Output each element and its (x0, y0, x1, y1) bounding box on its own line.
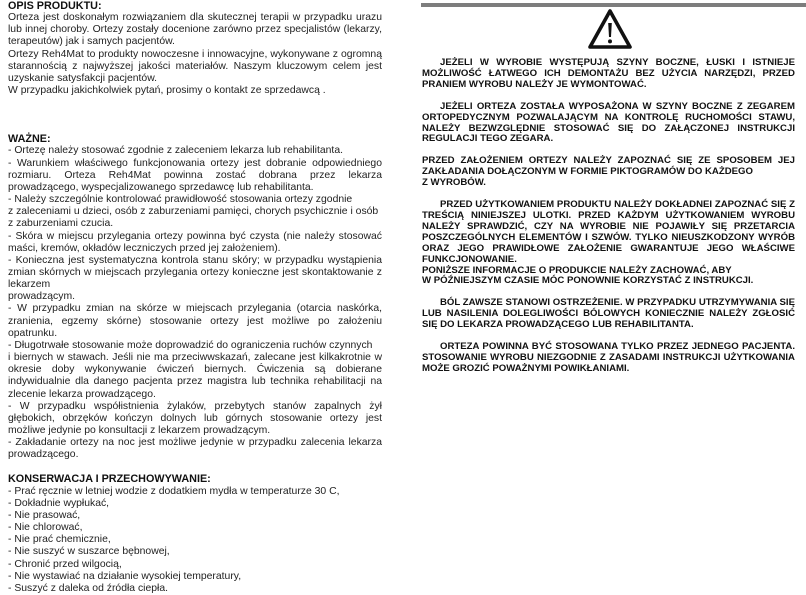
important-item: - Ortezę należy stosować zgodnie z zaleceniem lekarza lub rehabilitanta. (8, 145, 343, 157)
important-item: z zaleceniami u dzieci, osób z zaburzeniami pamięci, chorych psychicznie i osób (8, 206, 379, 218)
care-item: - Nie chlorować, (8, 522, 83, 534)
warning-triangle-icon (587, 8, 633, 50)
important-item: prowadzącym. (8, 291, 75, 303)
warning-paragraph: JEŻELI W WYROBIE WYSTĘPUJĄ SZYNY BOCZNE, ŁUSKI I ISTNIEJE MOŻLIWOŚĆ ŁATWEGO ICH DEMONTAŻU BEZ UŻYCIA NARZĘDZI, PRZED PRANIEM WYROBU NALEŻY JE WYMONTOWAĆ. (422, 57, 795, 90)
warning-paragraph: Z WYROBÓW. (422, 177, 486, 189)
care-item: - Nie wystawiać na działanie wysokiej temperatury, (8, 570, 242, 582)
left-column (8, 0, 382, 595)
warning-paragraph: ORTEZA POWINNA BYĆ STOSOWANA TYLKO PRZEZ JEDNEGO PACJENTA. STOSOWANIE WYROBU NIEZGODNIE Z ZASADAMI INSTRUKCJI UŻYTKOWANIA MOŻE GROZIĆ POWAŻNYMI POWIKŁANIAMI. (422, 341, 795, 374)
important-item: - Skóra w miejscu przylegania ortezy powinna być czysta (nie należy stosować maści, kremów, okładów leczniczych przed jej założeniem). (8, 230, 382, 254)
care-section (8, 473, 382, 595)
care-item: - Prać ręcznie w letniej wodzie z dodatkiem mydła w temperaturze 30 C, (8, 485, 340, 497)
top-divider-bar (421, 3, 806, 7)
care-heading: KONSERWACJA I PRZECHOWYWANIE: (8, 473, 211, 486)
important-item: z zaburzeniami czucia. (8, 218, 114, 230)
important-item: - W przypadku współistnienia żylaków, przebytych stanów zapalnych żył głębokich, obrzęków kończyn dolnych lub górnych stosowanie ortezy jest możliwe jedynie po konsultacji z lekarzem prowadzącym. (8, 400, 382, 436)
product-description-paragraph: Ortezy Reh4Mat to produkty nowoczesne i innowacyjne, wykonywane z ogromną starannością z najwyższej jakości materiałów. Naszym kluczowym celem jest uzyskanie satysfakcji pacjentów. (8, 48, 382, 84)
product-description-heading: OPIS PRODUKTU: (8, 0, 102, 12)
warning-paragraph: W PÓŹNIEJSZYM CZASIE MÓC PONOWNIE KORZYSTAĆ Z INSTRUKCJI. (422, 275, 754, 287)
warning-paragraph: JEŻELI ORTEZA ZOSTAŁA WYPOSAŻONA W SZYNY BOCZNE Z ZEGAREM ORTOPEDYCZNYM POZWALAJĄCYM NA KONTROLĘ RUCHOMOŚCI STAWU, NALEŻY BEZWZGLĘDNIE STOSOWAĆ SIĘ DO ZAŁĄCZONEJ INSTRUKCJI REGULACJI TEGO ZEGARA. (422, 100, 795, 145)
warning-paragraph: PRZED ZAŁOŻENIEM ORTEZY NALEŻY ZAPOZNAĆ SIĘ ZE SPOSOBEM JEJ ZAKŁADANIA DOŁĄCZONYM W FORMIE PIKTOGRAMÓW DO KAŻDEGO (422, 155, 795, 178)
care-item: - Dokładnie wypłukać, (8, 497, 110, 509)
important-item: - W przypadku zmian na skórze w miejscach przylegania (otarcia naskórka, zranienia, egzemy skórne) stosowanie ortezy jest możliwe po założeniu opatrunku. (8, 303, 382, 339)
important-item: i biernych w stawach. Jeśli nie ma przeciwwskazań, zalecane jest kilkakrotnie w okresie doby wykonywanie ćwiczeń biernych. Ćwiczenia są dobierane indywidualnie dla danego pacjenta przez magistra lub technika rehabilitacji na zlecenie lekarza prowadzącego. (8, 352, 382, 400)
important-section (8, 133, 382, 461)
important-heading: WAŻNE: (8, 133, 51, 146)
warning-paragraph: PRZED UŻYTKOWANIEM PRODUKTU NALEŻY DOKŁADNEI ZAPOZNAĆ SIĘ Z TREŚCIĄ NINIEJSZEJ ULOTKI. PRZED KAŻDYM UŻYTKOWANIEM WYROBU NALEŻY SPRAWDZIĆ, CZY NA WYROBIE NIE POJAWIŁY SIĘ PRZETARCIA POSZCZEGÓLNYCH ELEMENTÓW I SZWÓW. TYLKO NIEUSZKODZONY WYRÓB ORAZ JEGO PRAWIDŁOWE ZAŁOŻENIE GWARANTUJE JEGO WŁAŚCIWE FUNKCJONOWANIE. (422, 199, 795, 265)
right-column (422, 58, 795, 375)
important-item: - Długotrwałe stosowanie może doprowadzić do ograniczenia ruchów czynnych (8, 339, 373, 351)
warning-paragraph: PONIŻSZE INFORMACJE O PRODUKCIE NALEŻY ZACHOWAĆ, ABY (422, 264, 732, 276)
care-item: - Nie suszyć w suszarce bębnowej, (8, 546, 170, 558)
care-item: - Nie prać chemicznie, (8, 534, 111, 546)
important-item: - Zakładanie ortezy na noc jest możliwe jedynie w przypadku zalecenia lekarza prowadzącego. (8, 437, 382, 461)
important-item: - Konieczna jest systematyczna kontrola stanu skóry; w przypadku wystąpienia zmian skórnych w miejscach przylegania ortezy konieczne jest skontaktowanie z lekarzem (8, 254, 382, 291)
important-item: - Warunkiem właściwego funkcjonowania ortezy jest dobranie odpowiedniego rozmiaru. Orteza Reh4Mat powinna zostać dobrana przez lekarza prowadzącego, wyspecjalizowanego sprzedawcę lub rehabilitanta. (8, 157, 382, 193)
care-item: - Nie prasować, (8, 509, 81, 521)
care-item: - Suszyć z daleka od źródła ciepła. (8, 582, 168, 594)
warning-paragraph: BÓL ZAWSZE STANOWI OSTRZEŻENIE. W PRZYPADKU UTRZYMYWANIA SIĘ LUB NASILENIA DOLEGLIWOŚCI BÓLOWYCH KONIECZNIE NALEŻY ZGŁOSIĆ SIĘ DO LEKARZA PROWADZĄCEGO LUB REHABILITANTA. (422, 297, 795, 331)
care-item: - Chronić przed wilgocią, (8, 558, 122, 570)
product-description-contact: W przypadku jakichkolwiek pytań, prosimy o kontakt ze sprzedawcą . (8, 85, 326, 97)
spacer (8, 461, 382, 473)
important-item: - Należy szczególnie kontrolować prawidłowość stosowania ortezy zgodnie (8, 194, 353, 206)
product-description-paragraph: Orteza jest doskonałym rozwiązaniem dla skutecznej terapii w przypadku urazu lub innej choroby. Ortezy zostały docenione zarówno przez specjalistów (lekarzy, terapeutów) jak i samych pacjentów. (8, 12, 382, 48)
spacer (8, 97, 382, 133)
product-description-section (8, 0, 382, 97)
